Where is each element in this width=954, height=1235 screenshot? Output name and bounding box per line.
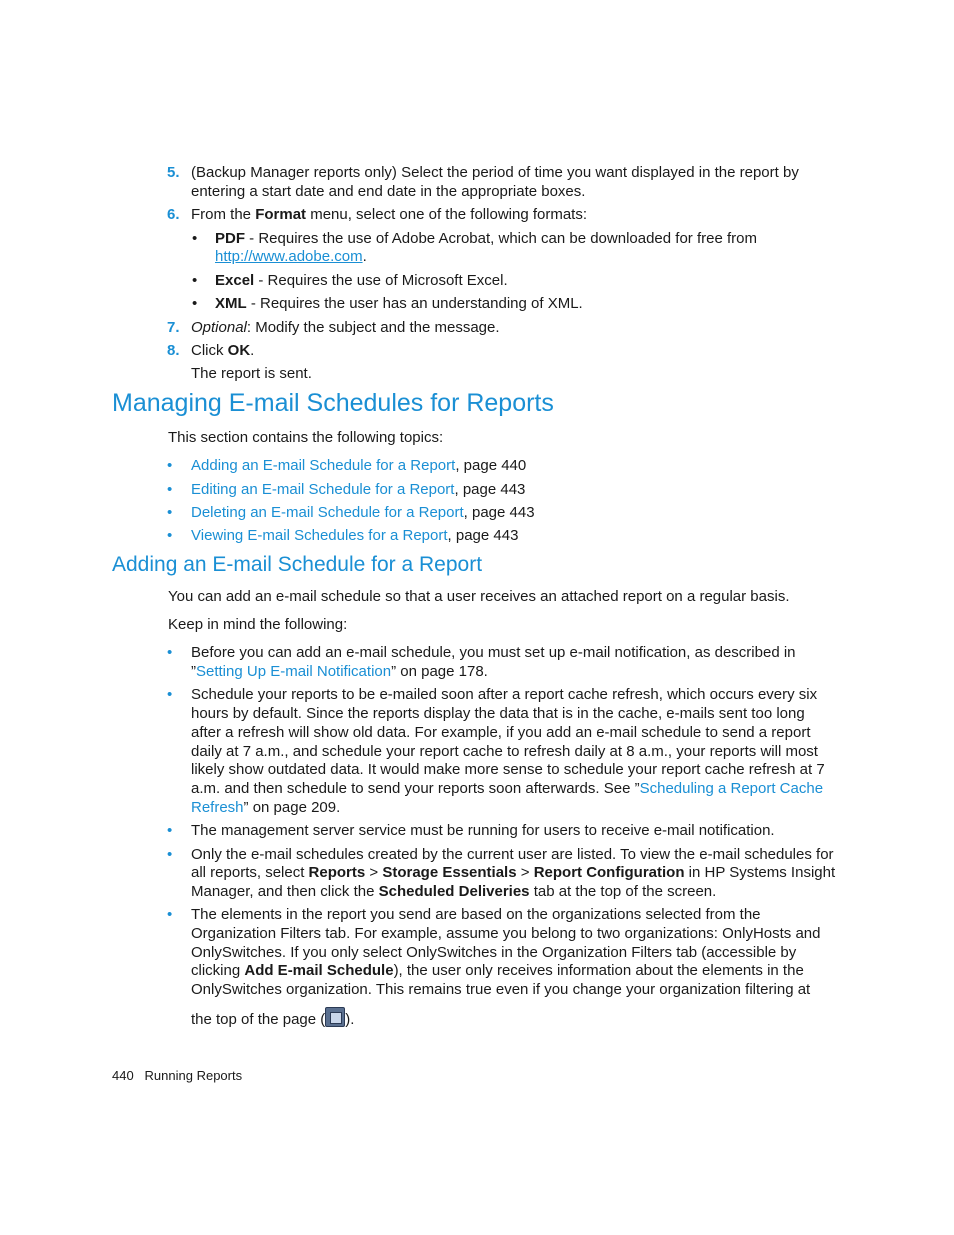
topic-item: [191, 526, 518, 545]
step-text: entering a start date and end date in the appropriate boxes.: [191, 183, 586, 200]
bullet: •: [167, 846, 173, 863]
text: tab at the top of the screen.: [529, 883, 717, 900]
bullet: •: [167, 822, 173, 839]
bullet-text: [191, 1007, 354, 1029]
text: ).: [345, 1011, 355, 1028]
text: ” on page 178.: [391, 663, 488, 680]
format-item-pdf: [215, 229, 757, 248]
format-name: PDF: [215, 230, 245, 247]
step-number: 5.: [167, 164, 180, 181]
bullet-text: daily at 7 a.m., and schedule your report cache to refresh daily at 8 a.m., your reports will most: [191, 743, 818, 760]
button-name: Add E-mail Schedule: [244, 962, 394, 979]
chapter-title: Running Reports: [144, 1068, 243, 1083]
bullet-text: after a refresh will show old data. For example, if you add an e-mail schedule to send a report: [191, 724, 811, 741]
bullet: •: [167, 686, 173, 703]
bullet: •: [167, 644, 173, 661]
bullet-text: The management server service must be running for users to receive e-mail notification.: [191, 822, 775, 839]
text: menu, select one of the following formats:: [306, 206, 588, 223]
topic-link[interactable]: Adding an E-mail Schedule for a Report: [191, 457, 456, 474]
page-footer: [112, 1068, 242, 1083]
bullet: •: [167, 504, 173, 521]
step-text: [191, 341, 254, 360]
bullet: •: [192, 230, 198, 247]
menu-name: Storage Essentials: [382, 864, 517, 881]
paragraph: You can add an e-mail schedule so that a user receives an attached report on a regular basis.: [168, 588, 790, 605]
cache-refresh-link[interactable]: Refresh: [191, 799, 244, 816]
bullet-text: [191, 662, 488, 681]
text: - Requires the user has an understanding of XML.: [246, 295, 583, 312]
button-name: OK: [227, 342, 251, 359]
text: a.m. and then schedule to send your reports soon afterwards. See ”: [191, 780, 640, 797]
text: Optional: [191, 319, 247, 336]
text: ”: [191, 663, 196, 680]
format-item-pdf-link-line: [215, 247, 367, 266]
text: >: [365, 864, 383, 881]
topic-item: [191, 456, 526, 475]
bullet: •: [167, 457, 173, 474]
menu-name: Report Configuration: [533, 864, 685, 881]
cache-refresh-link[interactable]: Scheduling a Report Cache: [639, 780, 824, 797]
text: .: [250, 342, 255, 359]
text: >: [516, 864, 534, 881]
text: - Requires the use of Adobe Acrobat, which can be downloaded for free from: [245, 230, 757, 247]
bullet-text: Schedule your reports to be e-mailed soon after a report cache refresh, which occurs every six: [191, 686, 818, 703]
text: all reports, select: [191, 864, 309, 881]
topic-item: [191, 480, 525, 499]
text: : Modify the subject and the message.: [246, 319, 500, 336]
bullet-text: [191, 961, 804, 980]
bullet-text: Organization Filters tab. For example, assume you belong to two organizations: OnlyHosts and: [191, 925, 821, 942]
page-ref: , page 443: [454, 481, 526, 498]
bullet-text: Before you can add an e-mail schedule, you must set up e-mail notification, as described in: [191, 644, 796, 661]
page-ref: , page 440: [455, 457, 527, 474]
bullet: •: [192, 272, 198, 289]
subsection-heading: Adding an E-mail Schedule for a Report: [112, 553, 483, 576]
page-ref: , page 443: [463, 504, 535, 521]
notification-link[interactable]: Setting Up E-mail Notification: [196, 663, 392, 680]
step-text: (Backup Manager reports only) Select the period of time you want displayed in the report by: [191, 164, 799, 181]
step-number: 8.: [167, 342, 180, 359]
text: From the: [191, 206, 256, 223]
text: the top of the page (: [191, 1011, 326, 1028]
text: Manager, and then click the: [191, 883, 379, 900]
tab-name: Scheduled Deliveries: [378, 883, 530, 900]
bullet-text: OnlySwitches organization. This remains true even if you change your organization filtering at: [191, 981, 811, 998]
step-text: [191, 318, 500, 337]
bullet-text: [191, 863, 835, 882]
topic-link[interactable]: Viewing E-mail Schedules for a Report: [191, 527, 448, 544]
section-intro: This section contains the following topics:: [168, 429, 444, 446]
topic-link[interactable]: Editing an E-mail Schedule for a Report: [191, 481, 455, 498]
bullet-text: OnlySwitches. If you only select OnlySwitches in the Organization Filters tab (accessible by: [191, 944, 797, 961]
text: ), the user only receives information about the elements in the: [393, 962, 804, 979]
adobe-link[interactable]: http://www.adobe.com: [215, 248, 363, 265]
bullet-text: The elements in the report you send are based on the organizations selected from the: [191, 906, 761, 923]
format-name: Excel: [215, 272, 255, 289]
bullet: •: [167, 906, 173, 923]
bullet-text: [191, 798, 340, 817]
text: in HP Systems Insight: [684, 864, 836, 881]
text: Click: [191, 342, 228, 359]
step-text: [191, 205, 587, 224]
text: .: [362, 248, 367, 265]
menu-name: Format: [255, 206, 307, 223]
format-name: XML: [215, 295, 247, 312]
topic-item: [191, 503, 535, 522]
page-ref: , page 443: [447, 527, 519, 544]
step-number: 7.: [167, 319, 180, 336]
menu-name: Reports: [308, 864, 366, 881]
page-number: 440: [112, 1068, 134, 1083]
text: - Requires the use of Microsoft Excel.: [254, 272, 508, 289]
format-item-excel: [215, 271, 508, 290]
step-number: 6.: [167, 206, 180, 223]
bullet-text: likely show outdated data. It would make more sense to schedule your report cache refresh at 7: [191, 761, 825, 778]
format-item-xml: [215, 294, 583, 313]
organization-filter-icon: [325, 1007, 345, 1027]
bullet: •: [167, 481, 173, 498]
topic-link[interactable]: Deleting an E-mail Schedule for a Report: [191, 504, 464, 521]
bullet: •: [167, 527, 173, 544]
text: ” on page 209.: [243, 799, 341, 816]
paragraph: Keep in mind the following:: [168, 616, 348, 633]
bullet: •: [192, 295, 198, 312]
bullet-text: Only the e-mail schedules created by the current user are listed. To view the e-mail schedules for: [191, 846, 834, 863]
bullet-text: hours by default. Since the reports display the data that is in the cache, e-mails sent too long: [191, 705, 805, 722]
step-result: The report is sent.: [191, 365, 312, 382]
bullet-text: [191, 779, 823, 798]
bullet-text: [191, 882, 716, 901]
section-heading: Managing E-mail Schedules for Reports: [112, 389, 554, 417]
text: clicking: [191, 962, 245, 979]
